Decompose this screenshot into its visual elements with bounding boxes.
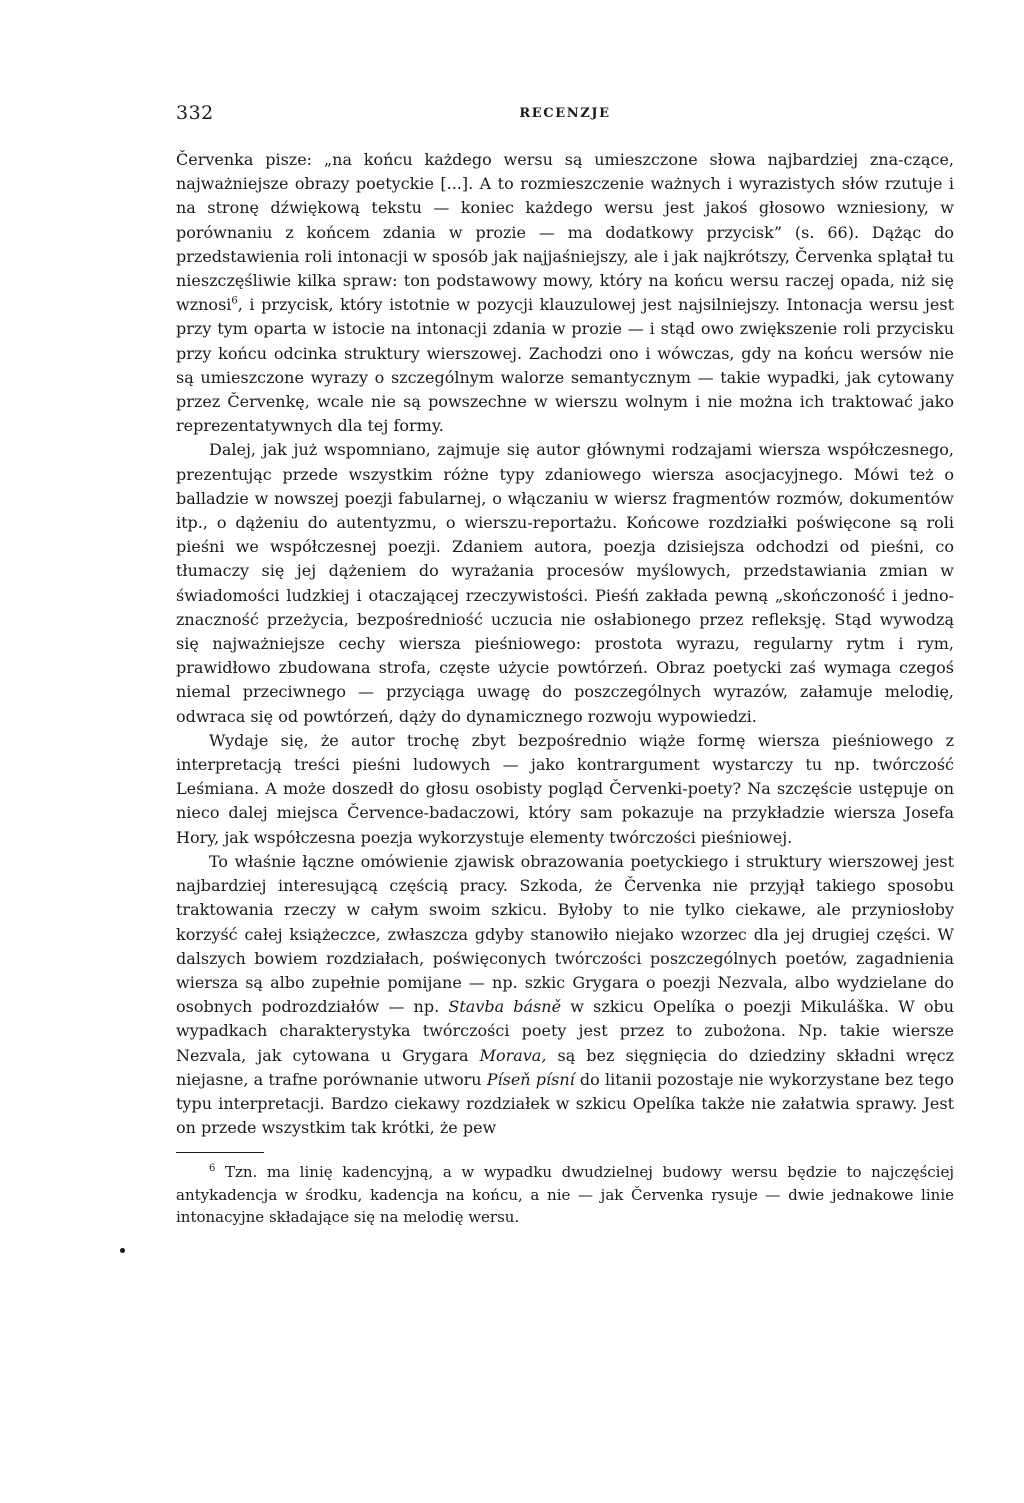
footnote-marker: 6 [209, 1163, 216, 1175]
page-number: 332 [176, 102, 214, 124]
footnote-rule [176, 1152, 264, 1153]
page [176, 96, 954, 1229]
footnote-text: Tzn. ma linię kadencyjną, a w wypadku dwudzielnej budowy wersu będzie to najczęściej antykadencja w środku, kadencja na końcu, a nie — jak Červenka rysuje — dwie jednakowe linie intonacyjne składające się na melodię wersu. [176, 1163, 954, 1227]
paragraph-2: Dalej, jak już wspomniano, zajmuje się autor głównymi rodzajami wiersza współczesnego, prezentując przede wszystkim różne typy zdaniowego wiersza asocjacyjnego. Mówi też o balladzie w nowszej poezji fabularnej, o włączaniu w wiersz fragmentów rozmów, dokumentów itp., o dążeniu do autentyzmu, o wierszu-reportażu. Końcowe rozdziałki poświęcone są roli pieśni we współczesnej poezji. Zdaniem autora, poezja dzisiejsza odchodzi od pieśni, co tłumaczy się jej dążeniem do wyrażania procesów myślowych, przedstawiania zmian w świadomości ludzkiej i otaczającej rzeczywistości. Pieśń zakłada pewną „skończoność i jednoznaczność przeżycia, bezpośredniość uczucia nie osłabionego przez refleksję. Stąd wywodzą się najważniejsze cechy wiersza pieśniowego: prostota wyrazu, regularny rytm i rym, prawidłowo zbudowana strofa, częste użycie powtórzeń. Obraz poetycki zaś wymaga czegoś niemal przeciwnego — przyciąga uwagę do poszczególnych wyrazów, załamuje melodię, odwraca się od powtórzeń, dąży do dynamicznego rozwoju wypowiedzi. [176, 440, 954, 726]
paragraph-1-tail: , i przycisk, który istotnie w pozycji klauzulowej jest najsilniejszy. Intonacja wersu jest przy tym oparta w istocie na intonacji zdania w prozie — i stąd owo zwiększenie roli przycisku przy końcu odcinka struktury wierszowej. Zachodzi ono i wówczas, gdy na końcu wersów nie są umieszczone wyrazy o szczególnym walorze semantycznym — takie wypadki, jak cytowany przez Červenkę, wcale nie są powszechne w wierszu wolnym i nie można ich traktować jako reprezentatywnych dla tej formy. [176, 295, 954, 436]
scan-speck [120, 1248, 125, 1253]
running-head [176, 96, 954, 132]
paragraph-4 [176, 850, 954, 1140]
paragraph-3: Wydaje się, że autor trochę zbyt bezpośrednio wiąże formę wiersza pieśniowego z interpretacją treści pieśni ludowych — jako kontrargument wystarczy tu np. twórczość Leśmiana. A może doszedł do głosu osobisty pogląd Červenki-poety? Na szczęście ustępuje on nieco dalej miejsca Července-badaczowi, który sam pokazuje na przykładzie wiersza Josefa Hory, jak współczesna poezja wykorzystuje elementy twórczości pieśniowej. [176, 730, 954, 847]
paragraph-1-text: Červenka pisze: „na końcu każdego wersu są umieszczone słowa najbardziej zna-czące, najważniejsze obrazy poetyckie [...]. A to rozmieszczenie ważnych i wyrazistych słów rzutuje i na stronę dźwiękową tekstu — koniec każdego wersu jest jakoś głosowo wzniesiony, w porównaniu z końcem zdania w prozie — ma dodatkowy przycisk” (s. 66). Dążąc do przedstawienia roli intonacji w sposób jak najjaśniejszy, ale i jak najkrótszy, Červenka splątał tu nieszczęśliwie kilka spraw: ton podstawowy mowy, który na końcu wersu raczej opada, niż się wznosi [176, 150, 954, 315]
paragraph-4-mid-1: w szkicu Opelíka o poezji Mikuláška. W obu wypadkach charakterystyka twórczości poety jest przez to zubożona. Np. takie wiersze Nezvala, jak cytowana u Grygara [176, 997, 954, 1065]
work-title-pisen-pisni: Píseň písní [486, 1069, 575, 1089]
footnote-6 [176, 1161, 954, 1229]
paragraph-4-mid-2: są bez sięgnięcia do dziedziny składni wręcz niejasne, a trafne porównanie utworu [176, 1045, 954, 1089]
paragraph-1 [176, 148, 954, 438]
body-text [176, 148, 954, 1140]
work-title-morava: Morava, [479, 1045, 547, 1065]
paragraph-4-text: To właśnie łączne omówienie zjawisk obrazowania poetyckiego i struktury wierszowej jest najbardziej interesującą częścią pracy. Szkoda, że Červenka nie przyjął takiego sposobu traktowania rzeczy w całym swoim szkicu. Byłoby to nie tylko ciekawe, ale przyniosłoby korzyść całej książeczce, zwłaszcza gdyby stanowiło niejako wzorzec dla jej drugiej części. W dalszych bowiem rozdziałach, poświęconych twórczości poszczególnych poetów, zagadnienia wiersza są albo zupełnie pomijane — np. szkic Grygara o poezji Nezvala, albo wydzielane do osobnych podrozdziałów — np. [176, 851, 954, 1017]
section-title: RECENZJE [519, 106, 611, 121]
work-title-stavba-basne: Stavba básně [448, 997, 562, 1017]
paragraph-4-end: do litanii pozostaje nie wykorzystane bez tego typu interpretacji. Bardzo ciekawy rozdziałek w szkicu Opelíka także nie załatwia sprawy. Jest on przede wszystkim tak krótki, że pew [176, 1069, 955, 1138]
footnotes [176, 1161, 954, 1229]
footnote-reference[interactable]: 6 [231, 295, 238, 307]
